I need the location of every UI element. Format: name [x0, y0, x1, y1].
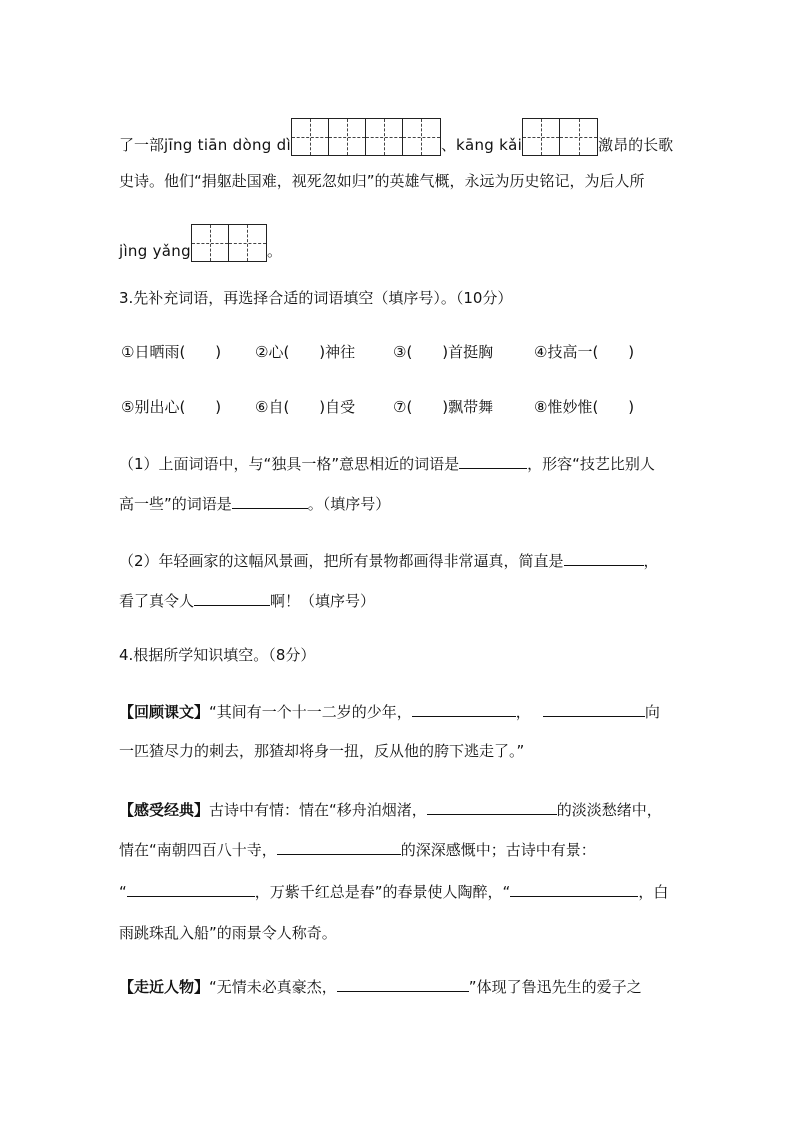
q3-option-8: ⑧惟妙惟( ): [534, 398, 635, 416]
q3-sub2-line1: [119, 549, 659, 572]
q3-sub1-line2: [119, 492, 390, 515]
answer-blank[interactable]: [412, 700, 516, 717]
section-label-classic: 【感受经典】: [119, 801, 210, 819]
line3-end-text: 。: [266, 242, 282, 260]
section-label-people: 【走近人物】: [119, 978, 210, 996]
answer-blank[interactable]: [194, 589, 270, 606]
q3-option-1: ①日晒雨( ): [121, 343, 222, 361]
q4-classic-line1: [119, 798, 662, 821]
q3-sub2-text-c: 看了真令人: [119, 592, 195, 610]
q4-classic-line4: 雨跳珠乱入船”的雨景令人称奇。: [119, 924, 337, 942]
q4-classic-text-a: 古诗中有情：情在“移舟泊烟渚，: [209, 801, 427, 819]
answer-blank[interactable]: [543, 700, 645, 717]
q3-option-5: ⑤别出心( ): [121, 398, 222, 416]
writing-grid-2a[interactable]: [522, 118, 598, 156]
writing-grid-2b[interactable]: [191, 224, 267, 262]
text-line-1: [119, 118, 673, 156]
question-3-title: 3.先补充词语，再选择合适的词语填空（填序号）。（10分）: [119, 289, 513, 307]
q3-sub2-text-a: （2）年轻画家的这幅风景画，把所有景物都画得非常逼真，简直是: [119, 552, 564, 570]
q4-classic-text-b: 的淡淡愁绪中，: [556, 801, 662, 819]
q3-sub2-line2: [119, 589, 375, 612]
pinyin-jingtiandongdi: jīng tiān dòng dì: [164, 136, 291, 154]
answer-blank[interactable]: [232, 492, 308, 509]
writing-grid-4[interactable]: [291, 118, 441, 156]
q3-option-3: ③( )首挺胸: [393, 343, 494, 361]
q4-people-text-a: “无情未必真豪杰，: [209, 978, 337, 996]
q4-review-text-c: 向: [644, 703, 660, 721]
text-line-2: 史诗。他们“捐躯赴国难，视死忽如归”的英雄气概，永远为历史铭记，为后人所: [119, 172, 645, 190]
pinyin-jingyang: jìng yǎng: [119, 242, 191, 260]
q4-classic-text-e: “: [119, 883, 127, 901]
q3-sub2-text-b: ，: [643, 552, 659, 570]
q3-options-row-1: [121, 341, 634, 363]
answer-blank[interactable]: [277, 838, 401, 855]
q3-sub1-text-b: ，形容“技艺比别人: [527, 455, 655, 473]
q3-sub1-text-a: （1）上面词语中，与“独具一格”意思相近的词语是: [119, 455, 460, 473]
q4-review-text-a: “其间有一个十一二岁的少年，: [209, 703, 412, 721]
q4-classic-text-c: 情在“南朝四百八十寺，: [119, 841, 277, 859]
q4-review-line1: [119, 700, 660, 723]
q3-option-7: ⑦( )飘带舞: [393, 398, 494, 416]
q4-classic-line3: [119, 880, 668, 903]
q3-sub1-text-c: 高一些”的词语是: [119, 495, 232, 513]
q3-options-row-2: [121, 396, 634, 418]
q3-sub1-text-d: 。（填序号）: [307, 495, 391, 513]
answer-blank[interactable]: [510, 880, 638, 897]
answer-blank[interactable]: [564, 549, 644, 566]
q4-review-text-b: ，: [515, 703, 531, 721]
q4-people-line1: [119, 975, 642, 998]
q4-classic-line2: [119, 838, 596, 861]
q4-review-line2: 一匹猹尽力的刺去，那猹却将身一扭，反从他的胯下逃走了。”: [119, 742, 525, 760]
q4-people-text-b: ”体现了鲁迅先生的爱子之: [468, 978, 642, 996]
q4-classic-text-g: ，白: [638, 883, 669, 901]
line1-separator: 、: [440, 136, 456, 154]
line1-start-text: 了一部: [119, 136, 165, 154]
answer-blank[interactable]: [337, 975, 469, 992]
line1-end-text: 激昂的长歌: [598, 136, 674, 154]
answer-blank[interactable]: [127, 880, 255, 897]
q4-classic-text-d: 的深深感慨中；古诗中有景：: [400, 841, 596, 859]
q3-option-4: ④技高一( ): [534, 343, 635, 361]
answer-blank[interactable]: [427, 798, 557, 815]
q3-sub1-line1: [119, 452, 655, 475]
section-label-review: 【回顾课文】: [119, 703, 210, 721]
question-4-title: 4.根据所学知识填空。（8分）: [119, 646, 316, 664]
q3-option-6: ⑥自( )自受: [255, 398, 356, 416]
answer-blank[interactable]: [459, 452, 527, 469]
text-line-3: [119, 224, 282, 262]
pinyin-kangkai: kāng kǎi: [455, 136, 523, 154]
q3-option-2: ②心( )神往: [255, 343, 356, 361]
q3-sub2-text-d: 啊！（填序号）: [270, 592, 376, 610]
q4-classic-text-f: ，万紫千红总是春”的春景使人陶醉，“: [254, 883, 511, 901]
